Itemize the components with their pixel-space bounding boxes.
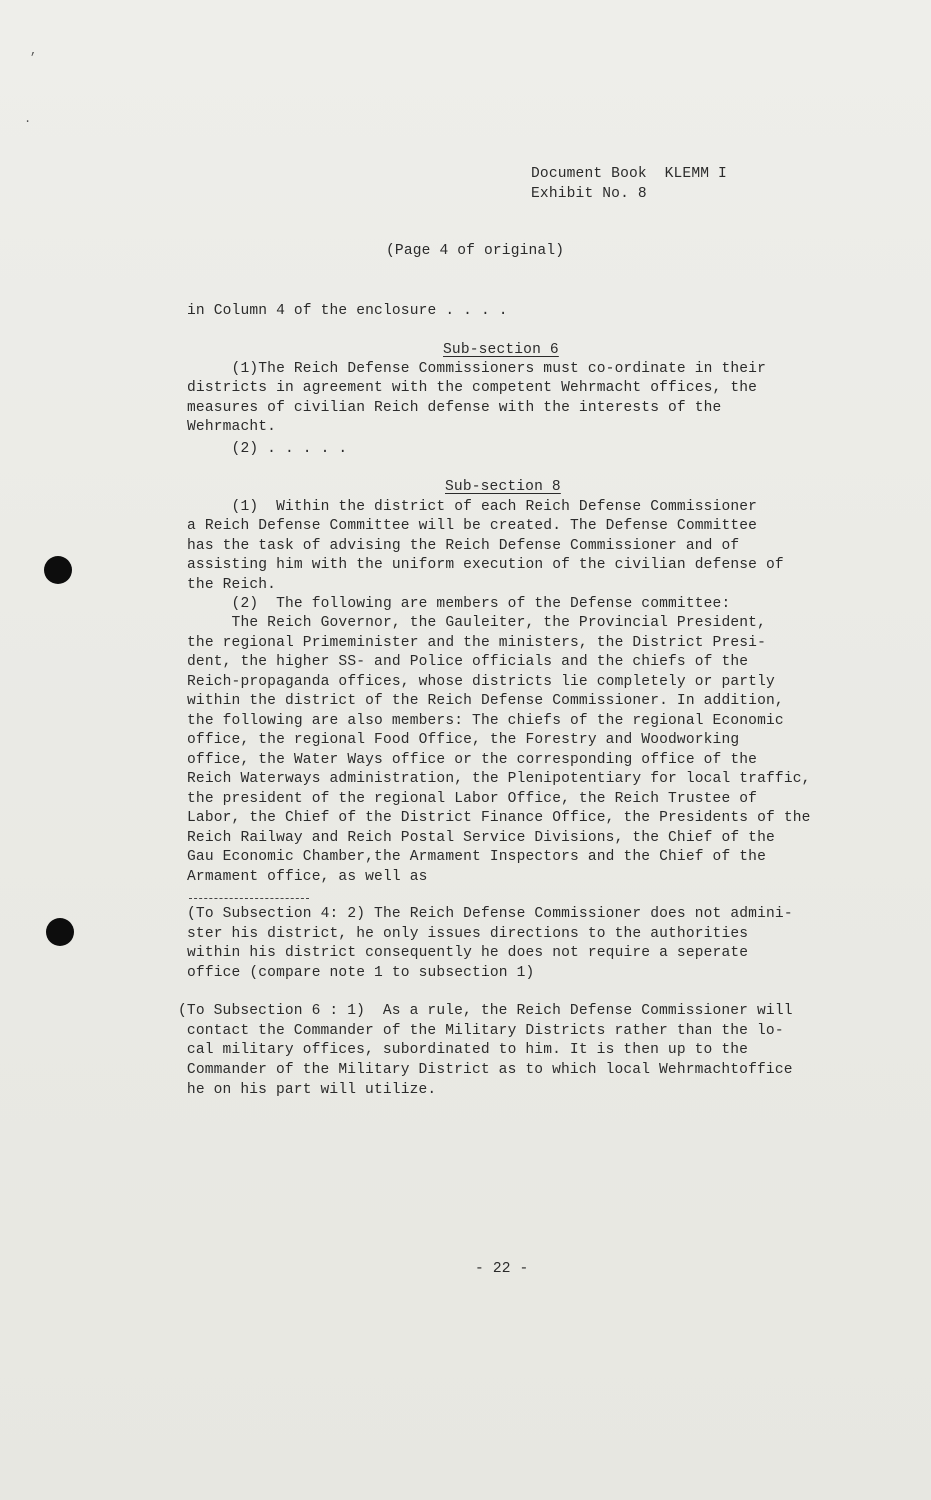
footnote-line: within his district consequently he does not require a seperate	[187, 945, 749, 961]
text-line: within the district of the Reich Defense Commissioner. In addition,	[187, 693, 784, 709]
text-line: the Reich.	[187, 577, 277, 593]
text-line: districts in agreement with the competent Wehrmacht offices, the	[187, 380, 758, 396]
text-line: Reich-propaganda offices, whose districts lie completely or partly	[187, 674, 775, 690]
footnote-line: he on his part will utilize.	[178, 1082, 437, 1098]
text-line: (2) The following are members of the Defense committee:	[187, 596, 731, 612]
text-line: Gau Economic Chamber,the Armament Inspectors and the Chief of the	[187, 849, 766, 865]
text-line: a Reich Defense Committee will be created. The Defense Committee	[187, 518, 758, 534]
text-line: has the task of advising the Reich Defense Commissioner and of	[187, 538, 740, 554]
page-reference: (Page 4 of original)	[386, 243, 565, 259]
text-line: measures of civilian Reich defense with the interests of the	[187, 400, 722, 416]
footnote-line: contact the Commander of the Military Districts rather than the lo-	[178, 1023, 784, 1039]
footnote-line: (To Subsection 4: 2) The Reich Defense Commissioner does not admini-	[187, 906, 793, 922]
text-line: the following are also members: The chiefs of the regional Economic	[187, 713, 784, 729]
punch-hole-top	[44, 556, 72, 584]
text-line: Reich Railway and Reich Postal Service Divisions, the Chief of the	[187, 830, 775, 846]
footnote-line: office (compare note 1 to subsection 1)	[187, 965, 535, 981]
text-line: The Reich Governor, the Gauleiter, the Provincial President,	[187, 615, 766, 631]
footnote-line: cal military offices, subordinated to him. It is then up to the	[178, 1042, 749, 1058]
text-line: (1) Within the district of each Reich Defense Commissioner	[187, 499, 758, 515]
page-number: - 22 -	[475, 1261, 529, 1277]
text-line: dent, the higher SS- and Police officials and the chiefs of the	[187, 654, 749, 670]
subsection-8-heading: Sub-section 8	[445, 479, 561, 495]
footnote-line: (To Subsection 6 : 1) As a rule, the Reich Defense Commissioner will	[178, 1003, 793, 1019]
text-line: office, the regional Food Office, the Forestry and Woodworking	[187, 732, 740, 748]
text-line: Labor, the Chief of the District Finance Office, the Presidents of the	[187, 810, 811, 826]
text-line: assisting him with the uniform execution of the civilian defense of	[187, 557, 784, 573]
margin-mark: .	[24, 112, 32, 126]
footnote-line: Commander of the Military District as to which local Wehrmachtoffice	[178, 1062, 793, 1078]
footnote-separator	[189, 898, 309, 899]
text-line: the president of the regional Labor Office, the Reich Trustee of	[187, 791, 758, 807]
text-line: the regional Primeminister and the ministers, the District Presi-	[187, 635, 766, 651]
margin-mark: ,	[30, 44, 38, 58]
subsection-6-heading: Sub-section 6	[443, 342, 559, 358]
text-line: Armament office, as well as	[187, 869, 428, 885]
text-line: (2) . . . . .	[187, 441, 348, 457]
exhibit-number: Exhibit No. 8	[531, 186, 647, 202]
document-book-label: Document Book KLEMM I	[531, 166, 727, 182]
text-line: (1)The Reich Defense Commissioners must co-ordinate in their	[187, 361, 766, 377]
text-line: office, the Water Ways office or the corresponding office of the	[187, 752, 758, 768]
text-line: Wehrmacht.	[187, 419, 277, 435]
text-line: Reich Waterways administration, the Plenipotentiary for local traffic,	[187, 771, 811, 787]
intro-line: in Column 4 of the enclosure . . . .	[187, 303, 508, 319]
footnote-line: ster his district, he only issues directions to the authorities	[187, 926, 749, 942]
punch-hole-bottom	[46, 918, 74, 946]
